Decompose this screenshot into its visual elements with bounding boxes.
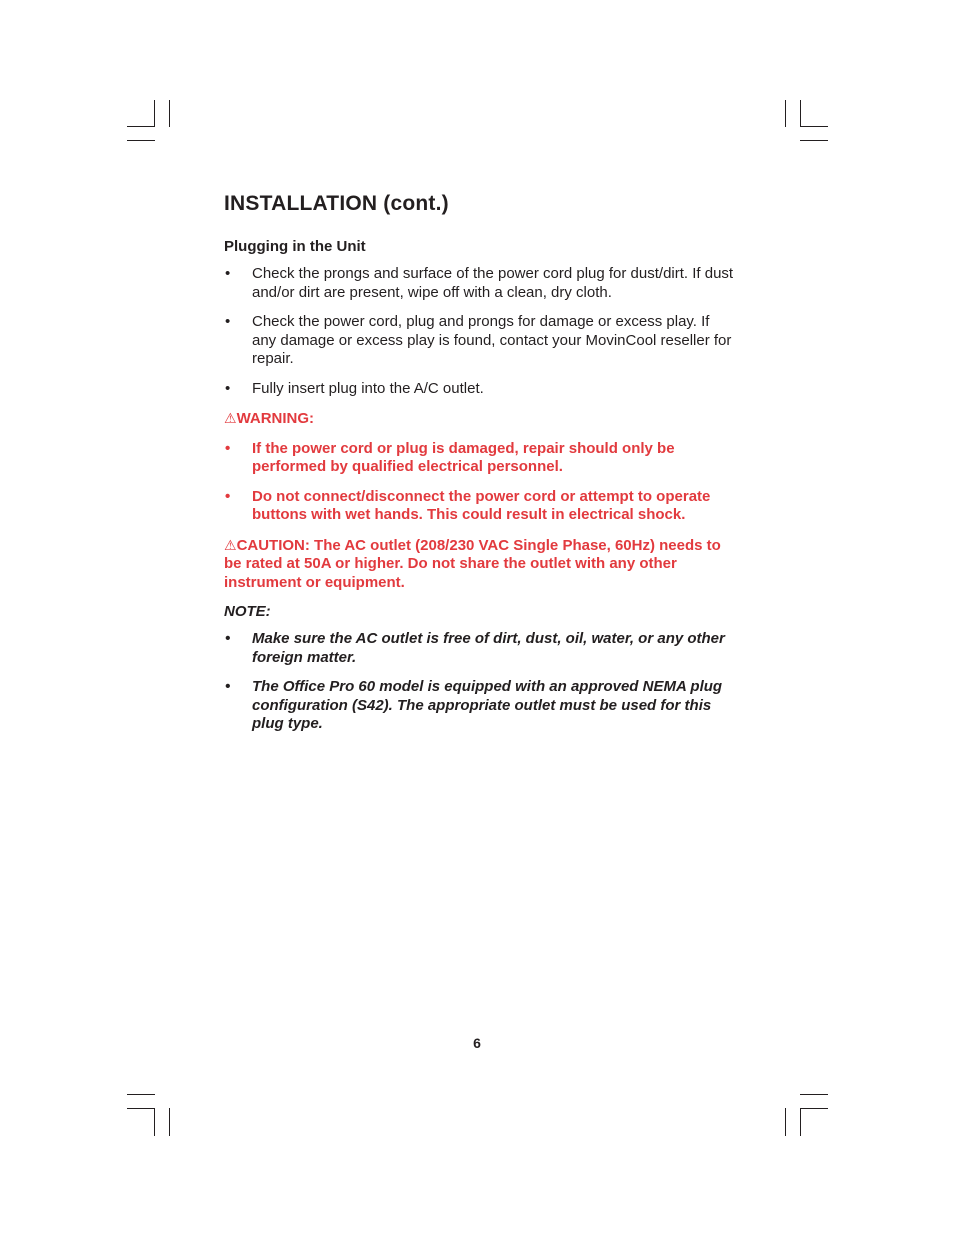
crop-mark [800,1108,801,1136]
warning-list [224,440,734,525]
bullet-icon: • [225,265,231,282]
crop-mark [154,1108,155,1136]
note-heading: NOTE: [224,603,271,620]
crop-mark [154,100,155,127]
page-title: INSTALLATION (cont.) [224,192,449,215]
note-list [224,630,734,734]
crop-mark [800,126,828,127]
list-item: • Check the prongs and surface of the power cord plug for dust/dirt. If dust and/or dirt are present, wipe off with a clean, dry cloth. [225,265,734,301]
page-number: 6 [473,1035,481,1051]
crop-mark [169,1108,170,1136]
list-item: • If the power cord or plug is damaged, repair should only be performed by qualified electrical personnel. [225,439,675,475]
crop-mark [800,1094,828,1095]
warning-triangle-icon: ⚠ [224,536,237,553]
crop-mark [800,1108,828,1109]
crop-mark [169,100,170,127]
warning-heading: ⚠WARNING: [224,410,315,427]
crop-mark [800,140,828,141]
crop-mark [127,140,155,141]
bullet-icon: • [225,439,231,457]
bullet-icon: • [225,487,231,505]
bullet-icon: • [225,630,231,647]
bullet-icon: • [225,313,231,330]
crop-mark [127,126,155,127]
crop-mark [127,1094,155,1095]
warning-triangle-icon: ⚠ [224,410,237,426]
page-content [224,192,734,745]
list-item: • Make sure the AC outlet is free of dirt, dust, oil, water, or any other foreign matter. [225,630,725,666]
bullet-icon: • [225,678,231,695]
bullet-icon: • [225,379,231,397]
section-subheading: Plugging in the Unit [224,238,366,255]
list-item: • Do not connect/disconnect the power cord or attempt to operate buttons with wet hands. This could result in electrical shock. [225,487,711,523]
crop-mark [127,1108,155,1109]
list-item: • The Office Pro 60 model is equipped with an approved NEMA plug configuration (S42). The appropriate outlet must be used for this plug type. [225,678,723,732]
list-item: • Check the power cord, plug and prongs for damage or excess play. If any damage or excess play is found, contact your MovinCool reseller for repair. [225,313,732,367]
steps-list [224,265,734,398]
crop-mark [800,100,801,127]
caution-text: ⚠CAUTION: The AC outlet (208/230 VAC Single Phase, 60Hz) needs to be rated at 50A or higher. Do not share the outlet with any other instrument or equipment. [224,536,721,591]
crop-mark [785,100,786,127]
list-item: • Fully insert plug into the A/C outlet. [225,379,484,397]
crop-mark [785,1108,786,1136]
